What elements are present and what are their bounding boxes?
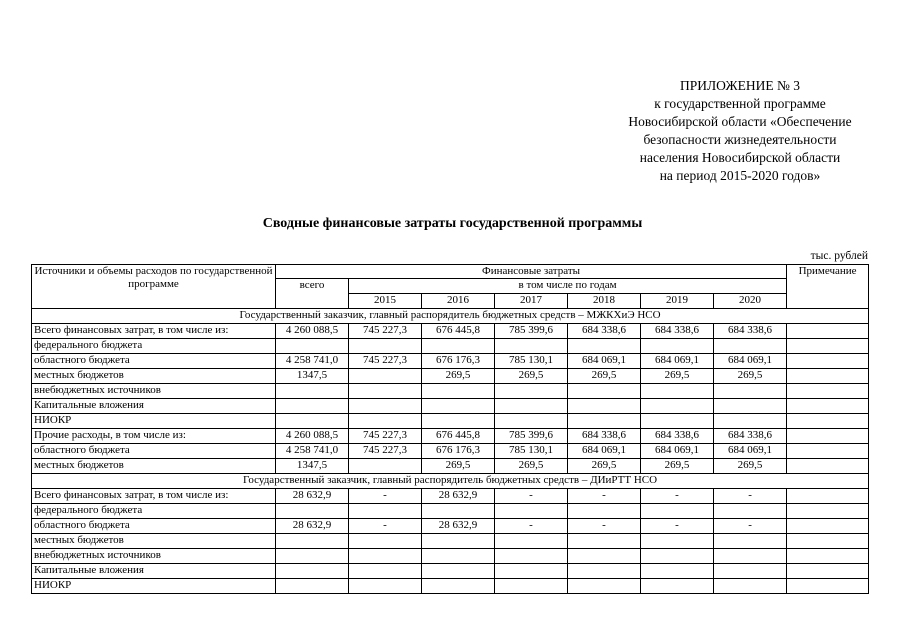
value-cell — [495, 504, 568, 519]
value-cell — [276, 534, 349, 549]
value-cell: 269,5 — [495, 459, 568, 474]
table-row — [32, 459, 869, 474]
table-row — [32, 369, 869, 384]
header-year: 2015 — [349, 294, 422, 309]
value-cell — [641, 534, 714, 549]
value-cell: - — [714, 519, 787, 534]
value-cell: 684 069,1 — [641, 444, 714, 459]
value-cell — [276, 384, 349, 399]
header-year: 2017 — [495, 294, 568, 309]
row-label: НИОКР — [32, 579, 276, 594]
table-row — [32, 579, 869, 594]
value-cell: 269,5 — [422, 459, 495, 474]
table-row — [32, 504, 869, 519]
value-cell: 684 338,6 — [568, 324, 641, 339]
header-by-years: в том числе по годам — [349, 279, 787, 294]
header-year: 2018 — [568, 294, 641, 309]
value-cell — [422, 339, 495, 354]
value-cell — [714, 564, 787, 579]
value-cell: - — [568, 489, 641, 504]
note-cell — [787, 519, 869, 534]
value-cell — [422, 384, 495, 399]
value-cell: 785 399,6 — [495, 324, 568, 339]
annex-line: населения Новосибирской области — [639, 150, 841, 165]
value-cell — [349, 579, 422, 594]
value-cell — [349, 549, 422, 564]
value-cell — [568, 384, 641, 399]
value-cell — [568, 414, 641, 429]
value-cell: 684 069,1 — [568, 354, 641, 369]
value-cell: 684 069,1 — [641, 354, 714, 369]
value-cell: 684 069,1 — [568, 444, 641, 459]
value-cell: 269,5 — [568, 369, 641, 384]
value-cell — [276, 549, 349, 564]
value-cell: - — [568, 519, 641, 534]
value-cell — [495, 579, 568, 594]
document-title: Сводные финансовые затраты государственной программы — [262, 216, 643, 231]
value-cell: 684 069,1 — [714, 444, 787, 459]
value-cell: 684 338,6 — [641, 324, 714, 339]
value-cell — [422, 549, 495, 564]
value-cell: 28 632,9 — [422, 519, 495, 534]
row-label: Всего финансовых затрат, в том числе из: — [32, 489, 276, 504]
value-cell: 1347,5 — [276, 369, 349, 384]
note-cell — [787, 549, 869, 564]
value-cell: 684 338,6 — [714, 429, 787, 444]
value-cell: 28 632,9 — [422, 489, 495, 504]
value-cell — [641, 399, 714, 414]
note-cell — [787, 429, 869, 444]
value-cell: 676 445,8 — [422, 324, 495, 339]
note-cell — [787, 354, 869, 369]
row-label: Всего финансовых затрат, в том числе из: — [32, 324, 276, 339]
value-cell — [714, 534, 787, 549]
value-cell — [495, 414, 568, 429]
value-cell — [641, 384, 714, 399]
value-cell — [714, 414, 787, 429]
annex-line: ПРИЛОЖЕНИЕ № 3 — [679, 78, 801, 93]
value-cell — [349, 384, 422, 399]
value-cell — [276, 564, 349, 579]
row-label: Капитальные вложения — [32, 564, 276, 579]
value-cell: 269,5 — [422, 369, 495, 384]
header-notes: Примечание — [787, 265, 869, 309]
value-cell — [568, 549, 641, 564]
value-cell: 676 445,8 — [422, 429, 495, 444]
value-cell — [714, 339, 787, 354]
value-cell — [422, 414, 495, 429]
note-cell — [787, 459, 869, 474]
note-cell — [787, 369, 869, 384]
row-label: местных бюджетов — [32, 534, 276, 549]
value-cell — [641, 579, 714, 594]
note-cell — [787, 504, 869, 519]
value-cell — [714, 504, 787, 519]
note-cell — [787, 414, 869, 429]
value-cell — [349, 339, 422, 354]
value-cell — [349, 534, 422, 549]
value-cell: - — [349, 489, 422, 504]
header-costs: Финансовые затраты — [276, 265, 787, 279]
table-row — [32, 429, 869, 444]
value-cell — [495, 399, 568, 414]
value-cell: 684 338,6 — [714, 324, 787, 339]
row-label: Прочие расходы, в том числе из: — [32, 429, 276, 444]
value-cell — [641, 504, 714, 519]
annex-line: к государственной программе — [654, 96, 826, 111]
value-cell: 785 130,1 — [495, 444, 568, 459]
value-cell — [349, 504, 422, 519]
units-label: тыс. рублей — [810, 250, 868, 262]
value-cell: 28 632,9 — [276, 489, 349, 504]
value-cell — [495, 549, 568, 564]
value-cell — [422, 504, 495, 519]
row-label: областного бюджета — [32, 354, 276, 369]
header-sources: Источники и объемы расходов по государственной программе — [32, 265, 276, 309]
value-cell: 4 258 741,0 — [276, 444, 349, 459]
row-label: НИОКР — [32, 414, 276, 429]
value-cell: 676 176,3 — [422, 354, 495, 369]
note-cell — [787, 579, 869, 594]
value-cell: 684 338,6 — [641, 429, 714, 444]
value-cell — [714, 399, 787, 414]
value-cell — [495, 534, 568, 549]
value-cell — [641, 414, 714, 429]
value-cell: 4 260 088,5 — [276, 324, 349, 339]
value-cell: 269,5 — [641, 459, 714, 474]
value-cell: - — [641, 519, 714, 534]
value-cell — [568, 399, 641, 414]
value-cell — [349, 399, 422, 414]
value-cell: 745 227,3 — [349, 324, 422, 339]
value-cell: 684 338,6 — [568, 429, 641, 444]
table-row — [32, 414, 869, 429]
value-cell: - — [641, 489, 714, 504]
row-label: областного бюджета — [32, 444, 276, 459]
value-cell — [422, 579, 495, 594]
note-cell — [787, 324, 869, 339]
value-cell — [349, 564, 422, 579]
value-cell — [568, 564, 641, 579]
value-cell: - — [714, 489, 787, 504]
value-cell — [276, 339, 349, 354]
note-cell — [787, 564, 869, 579]
value-cell: 269,5 — [714, 459, 787, 474]
row-label: областного бюджета — [32, 519, 276, 534]
table-row — [32, 384, 869, 399]
table-row — [32, 324, 869, 339]
table-row — [32, 399, 869, 414]
value-cell: 676 176,3 — [422, 444, 495, 459]
value-cell: 269,5 — [568, 459, 641, 474]
header-year: 2019 — [641, 294, 714, 309]
table-row — [32, 519, 869, 534]
value-cell — [495, 564, 568, 579]
note-cell — [787, 489, 869, 504]
row-label: местных бюджетов — [32, 369, 276, 384]
value-cell — [349, 459, 422, 474]
value-cell — [641, 549, 714, 564]
annex-line: Новосибирской области «Обеспечение — [628, 114, 852, 129]
value-cell — [641, 339, 714, 354]
row-label: федерального бюджета — [32, 339, 276, 354]
financial-costs-table — [31, 264, 869, 594]
value-cell — [568, 504, 641, 519]
value-cell — [422, 399, 495, 414]
value-cell — [276, 504, 349, 519]
value-cell: 785 399,6 — [495, 429, 568, 444]
value-cell: 1347,5 — [276, 459, 349, 474]
header-total: всего — [276, 279, 349, 309]
annex-line: безопасности жизнедеятельности — [643, 132, 837, 147]
value-cell — [276, 579, 349, 594]
table-row — [32, 354, 869, 369]
value-cell — [349, 414, 422, 429]
value-cell: 745 227,3 — [349, 429, 422, 444]
table-row — [32, 534, 869, 549]
value-cell — [714, 549, 787, 564]
note-cell — [787, 399, 869, 414]
value-cell: 785 130,1 — [495, 354, 568, 369]
value-cell — [714, 384, 787, 399]
value-cell — [276, 414, 349, 429]
value-cell: 28 632,9 — [276, 519, 349, 534]
row-label: местных бюджетов — [32, 459, 276, 474]
value-cell: 745 227,3 — [349, 354, 422, 369]
table-row — [32, 339, 869, 354]
value-cell — [568, 579, 641, 594]
table-row — [32, 489, 869, 504]
table-row — [32, 549, 869, 564]
value-cell: - — [495, 489, 568, 504]
value-cell — [349, 369, 422, 384]
value-cell — [422, 564, 495, 579]
table-row — [32, 444, 869, 459]
value-cell — [495, 384, 568, 399]
row-label: внебюджетных источников — [32, 549, 276, 564]
note-cell — [787, 384, 869, 399]
value-cell: 4 258 741,0 — [276, 354, 349, 369]
value-cell — [568, 534, 641, 549]
row-label: Капитальные вложения — [32, 399, 276, 414]
value-cell: - — [495, 519, 568, 534]
note-cell — [787, 339, 869, 354]
value-cell: 684 069,1 — [714, 354, 787, 369]
header-year: 2020 — [714, 294, 787, 309]
value-cell — [568, 339, 641, 354]
value-cell — [495, 339, 568, 354]
value-cell — [714, 579, 787, 594]
value-cell: 269,5 — [641, 369, 714, 384]
value-cell: 269,5 — [495, 369, 568, 384]
row-label: федерального бюджета — [32, 504, 276, 519]
table-row — [32, 564, 869, 579]
annex-line: на период 2015-2020 годов» — [659, 168, 821, 183]
value-cell — [641, 564, 714, 579]
value-cell: 4 260 088,5 — [276, 429, 349, 444]
annex-block — [580, 77, 900, 185]
note-cell — [787, 534, 869, 549]
row-label: внебюджетных источников — [32, 384, 276, 399]
section-title: Государственный заказчик, главный распорядитель бюджетных средств – МЖКХиЭ НСО — [32, 309, 869, 324]
header-year: 2016 — [422, 294, 495, 309]
note-cell — [787, 444, 869, 459]
value-cell: - — [349, 519, 422, 534]
value-cell: 269,5 — [714, 369, 787, 384]
value-cell: 745 227,3 — [349, 444, 422, 459]
value-cell — [276, 399, 349, 414]
section-title: Государственный заказчик, главный распорядитель бюджетных средств – ДИиРТТ НСО — [32, 474, 869, 489]
value-cell — [422, 534, 495, 549]
